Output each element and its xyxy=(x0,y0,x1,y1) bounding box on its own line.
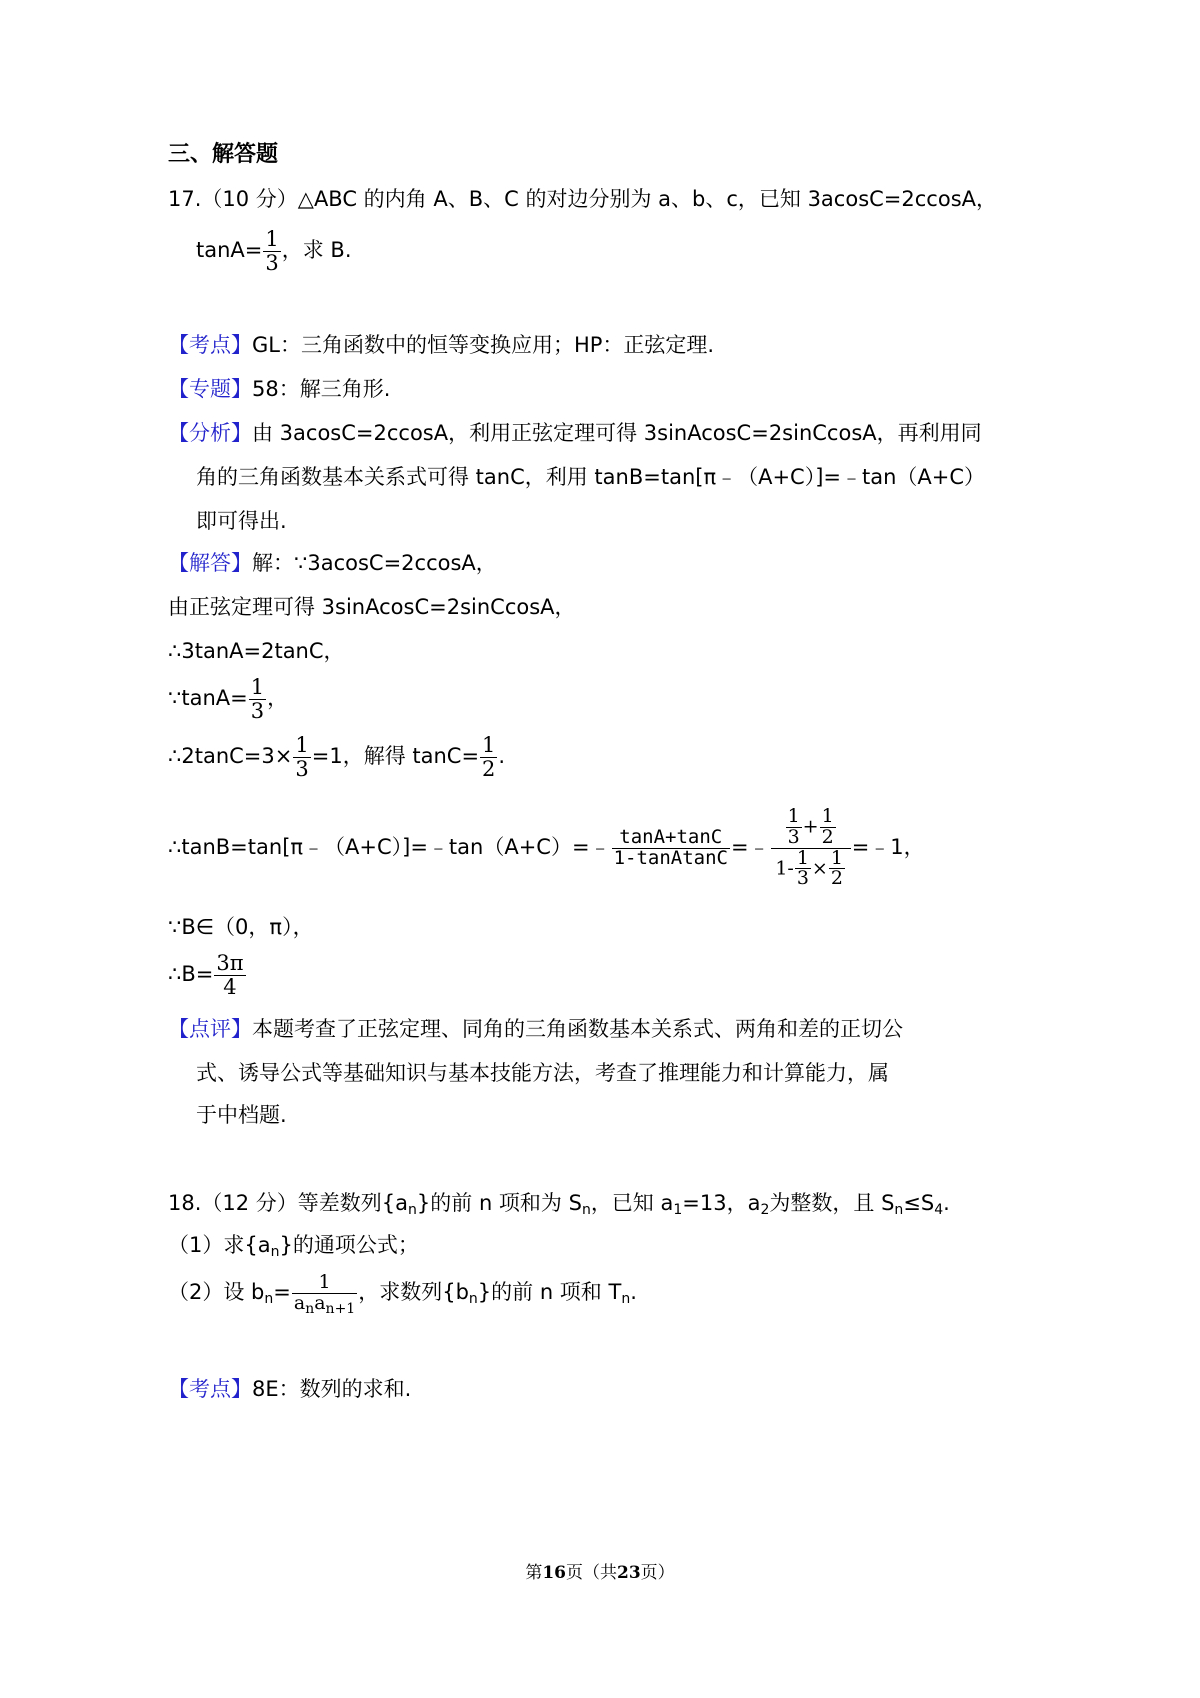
zhuanti-text: 58：解三角形. xyxy=(252,377,391,401)
subscript: 1 xyxy=(673,1202,683,1218)
fraction xyxy=(829,846,845,890)
fraction-denominator: 3 xyxy=(265,250,279,275)
q17-jieda-line3: ∴3tanA=2tanC， xyxy=(168,639,345,663)
jieda-text: =﹣1， xyxy=(851,835,925,859)
zhuanti-tag: 【专题】 xyxy=(168,377,252,401)
q18-text: }的通项公式； xyxy=(279,1233,419,1257)
q17-stem-text: tanA= xyxy=(196,238,263,262)
jieda-text: ∵tanA= xyxy=(168,686,248,710)
q18-text: . xyxy=(943,1191,950,1215)
q17-dianping-line2: 式、诱导公式等基础知识与基本技能方法，考查了推理能力和计算能力，属 xyxy=(196,1061,889,1085)
fraction-denominator: 3 xyxy=(796,867,809,890)
subscript: 2 xyxy=(760,1202,770,1218)
subscript: n+1 xyxy=(325,1300,356,1317)
fraction-numerator: 1 xyxy=(821,804,834,827)
kaodian-tag: 【考点】 xyxy=(168,1377,252,1401)
fenxi-tag: 【分析】 xyxy=(168,421,252,445)
fraction xyxy=(795,846,811,890)
q18-text: ，求数列{b xyxy=(358,1280,469,1304)
subscript: n xyxy=(581,1202,591,1218)
q18-kaodian xyxy=(168,1374,411,1404)
fraction-numerator: 1 xyxy=(250,675,265,700)
q17-dianping-line3: 于中档题. xyxy=(196,1103,287,1127)
q18-text: = xyxy=(273,1280,291,1304)
jieda-text: ∴B= xyxy=(168,962,214,986)
q17-fenxi-line2: 角的三角函数基本关系式可得 tanC，利用 tanB=tan[π﹣（A+C）]=﹣tan（A+C） xyxy=(196,465,986,489)
q18-text: . xyxy=(630,1280,637,1304)
fraction-denominator: 2 xyxy=(830,867,843,890)
q18-text: 为整数，且 S xyxy=(769,1191,895,1215)
q18-text: }的前 n 项和为 S xyxy=(416,1191,582,1215)
subscript: n xyxy=(270,1244,280,1260)
fraction-denominator: 3 xyxy=(295,756,309,781)
fraction-denominator xyxy=(292,1291,357,1317)
jieda-text: ∴tanB=tan[π﹣（A+C）]=﹣tan（A+C）=﹣ xyxy=(168,835,611,859)
fraction-numerator: 1 xyxy=(295,733,309,758)
fenxi-text: 由 3acosC=2ccosA，利用正弦定理可得 3sinAcosC=2sinCcosA，再利用同 xyxy=(252,421,982,445)
q17-stem-line1: 17.（10 分）△ABC 的内角 A、B、C 的对边分别为 a、b、c，已知 3acosC=2ccosA， xyxy=(168,187,997,211)
fraction xyxy=(293,734,310,779)
section-title: 三、解答题 xyxy=(168,142,279,167)
jieda-text: . xyxy=(498,744,506,768)
footer-text: 页） xyxy=(640,1563,675,1583)
q18-text: a xyxy=(293,1291,306,1314)
q17-jieda-line7: ∵B∈（0，π）， xyxy=(168,915,314,939)
dianping-tag: 【点评】 xyxy=(168,1017,252,1041)
q17-jieda-line6 xyxy=(168,792,925,902)
footer-text: 第 xyxy=(525,1563,543,1583)
compound-fraction xyxy=(771,804,851,890)
kaodian-text: GL：三角函数中的恒等变换应用；HP：正弦定理. xyxy=(252,333,715,357)
subscript: n xyxy=(894,1202,904,1218)
q17-jieda-line8 xyxy=(168,948,247,1000)
q17-jieda-line2: 由正弦定理可得 3sinAcosC=2sinCcosA， xyxy=(168,595,576,619)
dianping-text: 本题考查了正弦定理、同角的三角函数基本关系式、两角和差的正切公 xyxy=(252,1017,903,1041)
fraction-numerator: 3π xyxy=(216,951,244,976)
q18-part2 xyxy=(168,1262,637,1322)
kaodian-tag: 【考点】 xyxy=(168,333,252,357)
fraction-denominator: 2 xyxy=(482,756,496,781)
plus-sign: + xyxy=(802,815,819,838)
total-pages: 23 xyxy=(617,1563,641,1583)
jieda-text: 1- xyxy=(775,856,794,879)
q17-stem-line2 xyxy=(196,224,352,276)
q17-dianping-line1 xyxy=(168,1014,903,1044)
fraction-numerator: 1 xyxy=(292,1273,357,1294)
subscript: n xyxy=(408,1202,417,1218)
fraction xyxy=(292,1270,357,1317)
q17-fenxi-line1 xyxy=(168,418,982,448)
page-footer xyxy=(0,1558,1200,1583)
subscript: n xyxy=(305,1300,315,1317)
footer-text: 页（共 xyxy=(566,1563,617,1583)
q18-text: （2）设 b xyxy=(168,1280,265,1304)
kaodian-text: 8E：数列的求和. xyxy=(252,1377,412,1401)
subscript: n xyxy=(621,1291,631,1307)
fraction xyxy=(263,228,280,273)
q17-jieda-line4 xyxy=(168,672,288,724)
q17-jieda-line1 xyxy=(168,548,497,578)
fraction-numerator: 1 xyxy=(265,227,279,252)
tan-fraction xyxy=(612,825,730,869)
q18-text: 18.（12 分）等差数列{a xyxy=(168,1191,409,1215)
q18-part1 xyxy=(168,1230,419,1260)
subscript: n xyxy=(468,1291,478,1307)
fraction-numerator: 1 xyxy=(482,733,496,758)
fraction-denominator: 3 xyxy=(787,825,800,848)
q17-fenxi-line3: 即可得出. xyxy=(196,509,287,533)
compound-numerator xyxy=(771,804,851,849)
q18-text: ≤S xyxy=(903,1191,935,1215)
fraction-denominator: 2 xyxy=(821,825,834,848)
fraction xyxy=(480,734,497,779)
page-number: 16 xyxy=(542,1563,566,1583)
q18-text: a xyxy=(314,1291,326,1314)
compound-denominator xyxy=(771,846,851,890)
subscript: n xyxy=(264,1291,274,1307)
q17-kaodian xyxy=(168,330,714,360)
fraction-numerator: 1 xyxy=(796,846,809,869)
fraction-denominator: 1-tanAtanC xyxy=(613,846,728,869)
fraction-numerator: 1 xyxy=(830,846,843,869)
fraction xyxy=(249,676,266,721)
fraction xyxy=(786,804,802,848)
fraction-numerator: 1 xyxy=(787,804,800,827)
subscript: 4 xyxy=(934,1202,944,1218)
q17-zhuanti xyxy=(168,374,390,404)
jieda-text: 解：∵3acosC=2ccosA， xyxy=(252,551,497,575)
fraction xyxy=(820,804,836,848)
jieda-text: ， xyxy=(267,686,289,710)
q18-text: ，已知 a xyxy=(590,1191,674,1215)
q17-stem-text: ，求 B. xyxy=(281,238,352,262)
times-sign: × xyxy=(811,856,828,879)
jieda-tag: 【解答】 xyxy=(168,551,252,575)
jieda-text: =1，解得 tanC= xyxy=(311,744,480,768)
fraction-denominator: 4 xyxy=(223,974,237,999)
q18-stem xyxy=(168,1188,950,1218)
q18-text: =13，a xyxy=(682,1191,761,1215)
q18-text: （1）求{a xyxy=(168,1233,271,1257)
jieda-text: ∴2tanC=3× xyxy=(168,744,293,768)
q18-text: }的前 n 项和 T xyxy=(477,1280,622,1304)
fraction-denominator: 3 xyxy=(250,698,265,723)
fraction-numerator: tanA+tanC xyxy=(612,828,730,849)
q17-jieda-line5 xyxy=(168,730,505,782)
jieda-text: =﹣ xyxy=(730,835,770,859)
fraction xyxy=(214,952,245,997)
